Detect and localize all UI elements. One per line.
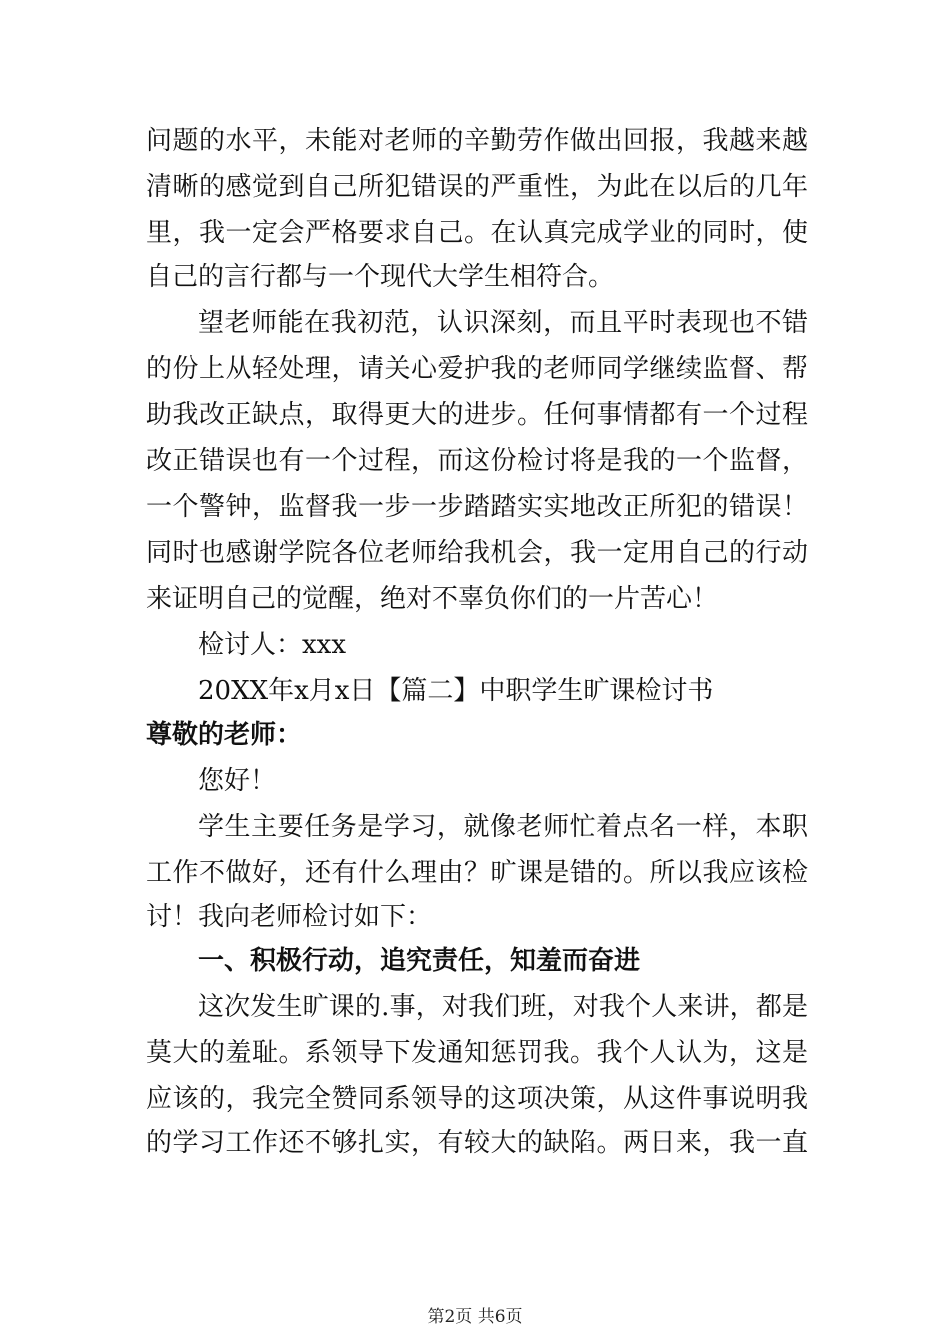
text-line: 同时也感谢学院各位老师给我机会，我一定用自己的行动: [146, 538, 808, 568]
text-line: 来证明自己的觉醒，绝对不辜负你们的一片苦心！: [146, 584, 719, 614]
section-heading: 一、积极行动，追究责任，知羞而奋进: [198, 946, 641, 976]
text-line: 的份上从轻处理，请关心爱护我的老师同学继续监督、帮: [146, 354, 808, 384]
page-number-footer: 第2页 共6页: [427, 1307, 523, 1327]
date-title-line: 20XX年x月x日【篇二】中职学生旷课检讨书: [198, 676, 714, 706]
paragraph-first-line: 这次发生旷课的.事，对我们班，对我个人来讲，都是: [198, 992, 808, 1022]
text-line: 莫大的羞耻。系领导下发通知惩罚我。我个人认为，这是: [146, 1038, 808, 1068]
salutation: 尊敬的老师：: [146, 720, 303, 750]
text-line: 自己的言行都与一个现代大学生相符合。: [146, 262, 615, 292]
text-line: 问题的水平，未能对老师的辛勤劳作做出回报，我越来越: [146, 126, 808, 156]
text-line: 里，我一定会严格要求自己。在认真完成学业的同时，使: [146, 218, 808, 248]
text-line: 助我改正缺点，取得更大的进步。任何事情都有一个过程: [146, 400, 808, 430]
text-line: 改正错误也有一个过程，而这份检讨将是我的一个监督，: [146, 446, 808, 476]
text-line: 讨！我向老师检讨如下：: [146, 902, 433, 932]
text-line: 的学习工作还不够扎实，有较大的缺陷。两日来，我一直: [146, 1128, 808, 1158]
signature-line: 检讨人：xxx: [198, 630, 346, 660]
paragraph-first-line: 学生主要任务是学习，就像老师忙着点名一样，本职: [198, 812, 808, 842]
text-line: 应该的，我完全赞同系领导的这项决策，从这件事说明我: [146, 1084, 808, 1114]
greeting: 您好！: [198, 766, 277, 796]
text-line: 工作不做好，还有什么理由？旷课是错的。所以我应该检: [146, 858, 808, 888]
paragraph-first-line: 望老师能在我初范，认识深刻，而且平时表现也不错: [198, 308, 808, 338]
text-line: 清晰的感觉到自己所犯错误的严重性，为此在以后的几年: [146, 172, 808, 202]
text-line: 一个警钟，监督我一步一步踏踏实实地改正所犯的错误！: [146, 492, 808, 522]
